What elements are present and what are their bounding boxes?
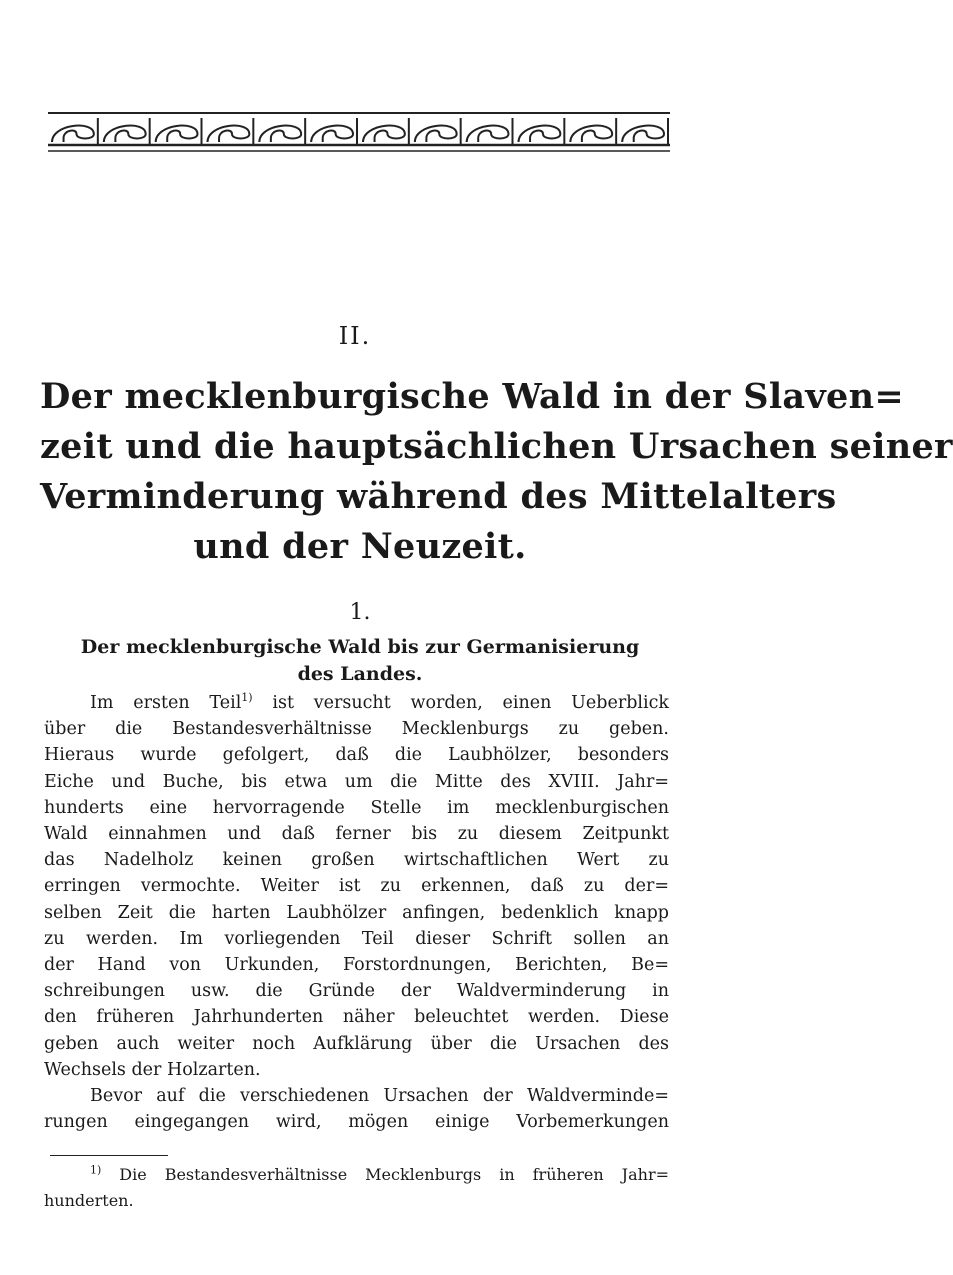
ornament-motif [208,126,250,142]
footnote-line: hunderten. [44,1191,134,1210]
ornament-motif [259,126,301,142]
paragraph-line [44,690,669,716]
footnote-divider [50,1155,168,1156]
paragraph-line: zu werden. Im vorliegenden Teil dieser Schrift sollen an [44,928,669,949]
paragraph-line: den früheren Jahrhunderten näher beleuchtet werden. Diese [44,1007,669,1028]
decorative-border-icon [48,112,670,154]
text-fragment: ist versucht worden, einen Ueberblick [252,693,670,713]
chapter-number: II. [338,322,372,350]
section-title-line: des Landes. [297,663,423,685]
paragraph-line: schreibungen usw. die Gründe der Waldverminderung in [44,981,669,1002]
section-number: 1. [349,600,371,625]
paragraph-line: Hieraus wurde gefolgert, daß die Laubhölzer, besonders [44,745,669,766]
ornament-band [48,112,668,154]
section-title-line: Der mecklenburgische Wald bis zur Germanisierung [80,636,640,658]
paragraph-line: Wald einnahmen und daß ferner bis zu diesem Zeitpunkt [44,824,669,845]
paragraph-line: erringen vermochte. Weiter ist zu erkennen, daß zu der= [44,876,669,897]
paragraph-line: selben Zeit die harten Laubhölzer anfingen, bedenklich knapp [44,902,669,923]
ornament-motif [467,126,509,142]
ornament-motif [156,126,198,142]
paragraph-line: Bevor auf die verschiedenen Ursachen der Waldverminde= [90,1086,669,1107]
chapter-title-line: zeit und die hauptsächlichen Ursachen seiner [40,426,953,467]
paragraph-line: geben auch weiter noch Aufklärung über die Ursachen des [44,1033,669,1054]
footnote-reference: 1) [241,691,253,705]
chapter-title-line: Der mecklenburgische Wald in der Slaven= [40,376,904,417]
paragraph-line: rungen eingegangen wird, mögen einige Vorbemerkungen [44,1112,669,1133]
chapter-title-line: Verminderung während des Mittelalters [40,476,837,517]
footnote-marker: 1) [90,1163,102,1177]
section-title [60,634,660,688]
paragraph-line: der Hand von Urkunden, Forstordnungen, Berichten, Be= [44,955,669,976]
footnote-text: Die Bestandesverhältnisse Mecklenburgs in früheren Jahr= [101,1165,669,1184]
chapter-title [40,372,953,572]
paragraph-line: hunderts eine hervorragende Stelle im mecklenburgischen [44,797,669,818]
chapter-title-line: und der Neuzeit. [193,526,527,567]
ornament-motif [311,126,353,142]
paragraph-line: über die Bestandesverhältnisse Mecklenburgs zu geben. [44,719,669,740]
paragraph-line: das Nadelholz keinen großen wirtschaftlichen Wert zu [44,850,669,871]
paragraph-line: Wechsels der Holzarten. [44,1059,261,1080]
text-fragment: Im ersten Teil [90,693,242,713]
paragraph-line: Eiche und Buche, bis etwa um die Mitte des XVIII. Jahr= [44,771,669,792]
footnote-line [44,1162,669,1188]
ornament-motif [622,126,664,142]
ornament-motif [519,126,561,142]
ornament-motif [415,126,457,142]
ornament-motif [570,126,612,142]
ornament-motif [104,126,146,142]
body-text [44,690,669,1135]
footnote [44,1162,669,1214]
ornament-motif [363,126,405,142]
ornament-motif [52,126,94,142]
